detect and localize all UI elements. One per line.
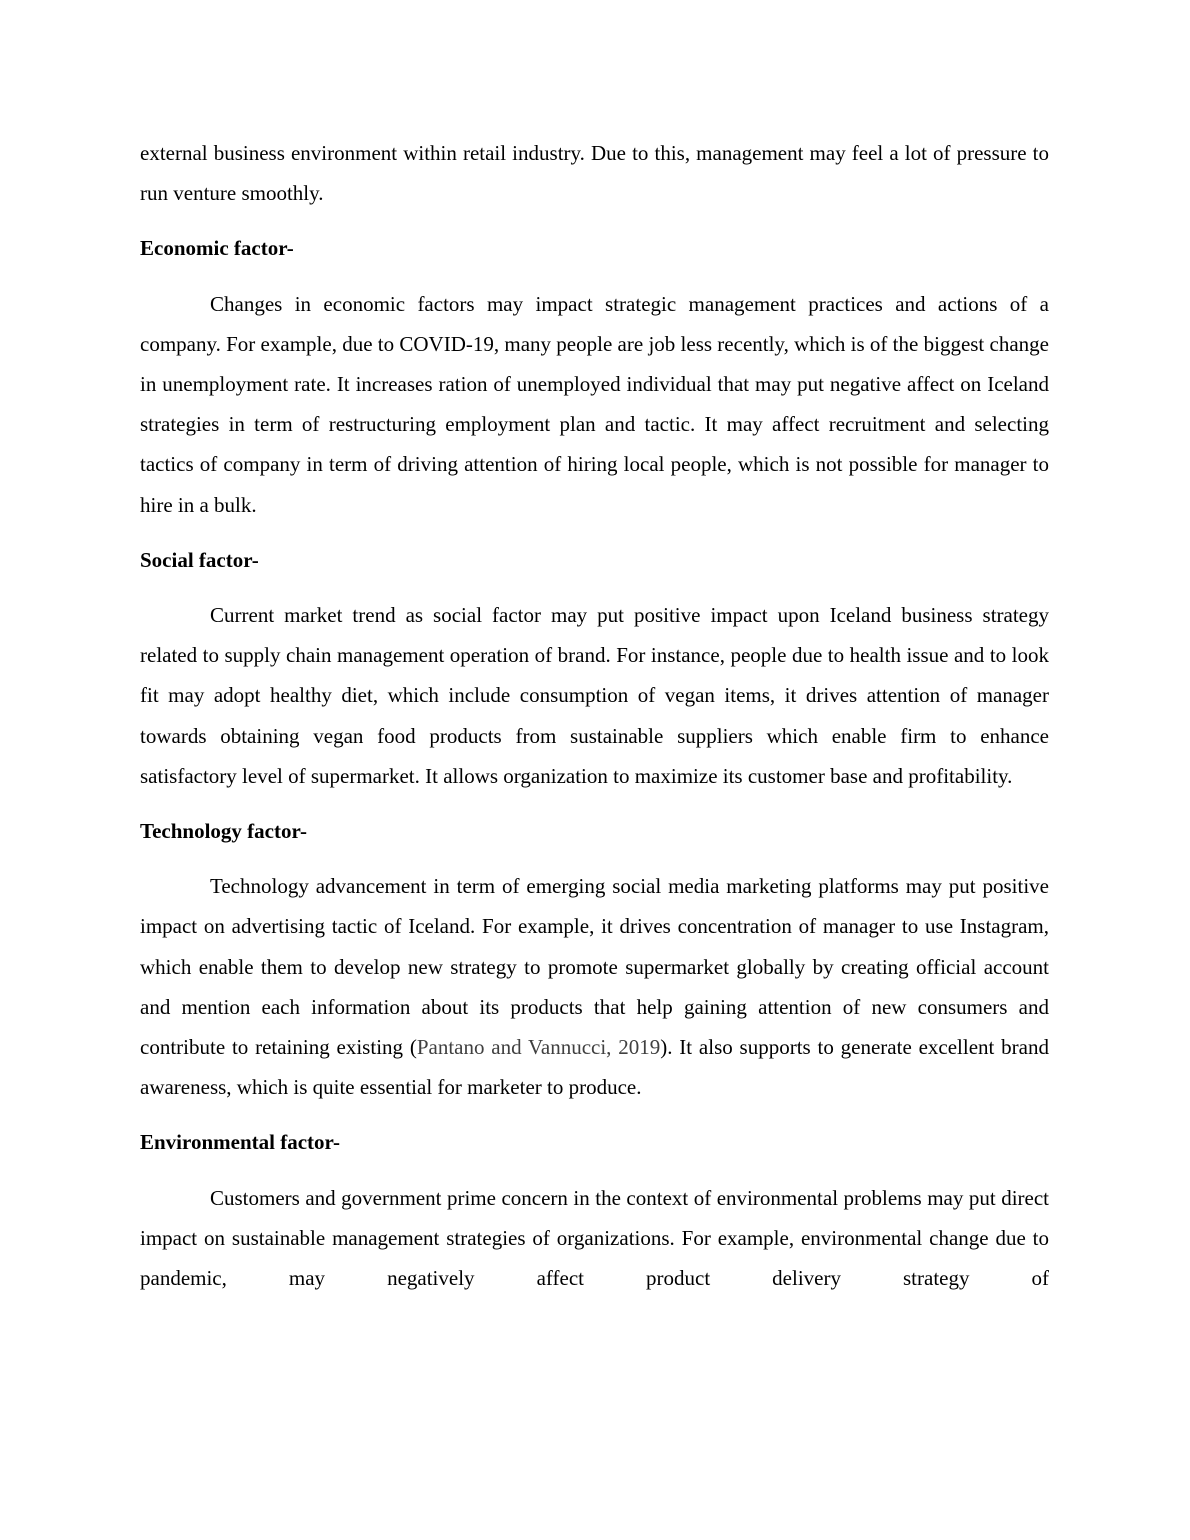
heading-environmental-factor: Environmental factor- xyxy=(140,1130,341,1155)
technology-text-before-citation: Technology advancement in term of emerging social media marketing platforms may put positive impact on advertising tactic of Iceland. For example, it drives concentration of manager to use Instagram, which enable them to develop new strategy to promote supermarket globally by creating official account and mention each information about its products that help gaining attention of new consumers and contribute to retaining existing ( xyxy=(140,874,1049,1060)
document-page xyxy=(140,133,1049,1313)
continuation-paragraph: external business environment within retail industry. Due to this, management may feel a lot of pressure to run venture smoothly. xyxy=(140,141,1049,206)
technology-text-after-citation: ). It also supports to generate excellent brand awareness, which is quite essential for marketer to produce. xyxy=(140,1035,1049,1100)
citation-pantano-vannucci: Pantano and Vannucci, 2019 xyxy=(416,1035,661,1060)
paragraph-social-factor: Current market trend as social factor may put positive impact upon Iceland business strategy related to supply chain management operation of brand. For instance, people due to health issue and to look fit may adopt healthy diet, which include consumption of vegan items, it drives attention of manager towards obtaining vegan food products from sustainable suppliers which enable firm to enhance satisfactory level of supermarket. It allows organization to maximize its customer base and profitability. xyxy=(140,603,1049,788)
paragraph-environmental-factor: Customers and government prime concern in the context of environmental problems may put direct impact on sustainable management strategies of organizations. For example, environmental change due to pandemic, may negatively affect product delivery strategy of xyxy=(140,1185,1049,1291)
heading-technology-factor: Technology factor- xyxy=(140,819,308,844)
paragraph-technology-factor xyxy=(140,866,1049,1107)
heading-economic-factor: Economic factor- xyxy=(140,236,294,261)
heading-social-factor: Social factor- xyxy=(140,547,259,572)
paragraph-economic-factor: Changes in economic factors may impact strategic management practices and actions of a company. For example, due to COVID-19, many people are job less recently, which is of the biggest change in unemployment rate. It increases ration of unemployed individual that may put negative affect on Iceland strategies in term of restructuring employment plan and tactic. It may affect recruitment and selecting tactics of company in term of driving attention of hiring local people, which is not possible for manager to hire in a bulk. xyxy=(140,291,1049,517)
